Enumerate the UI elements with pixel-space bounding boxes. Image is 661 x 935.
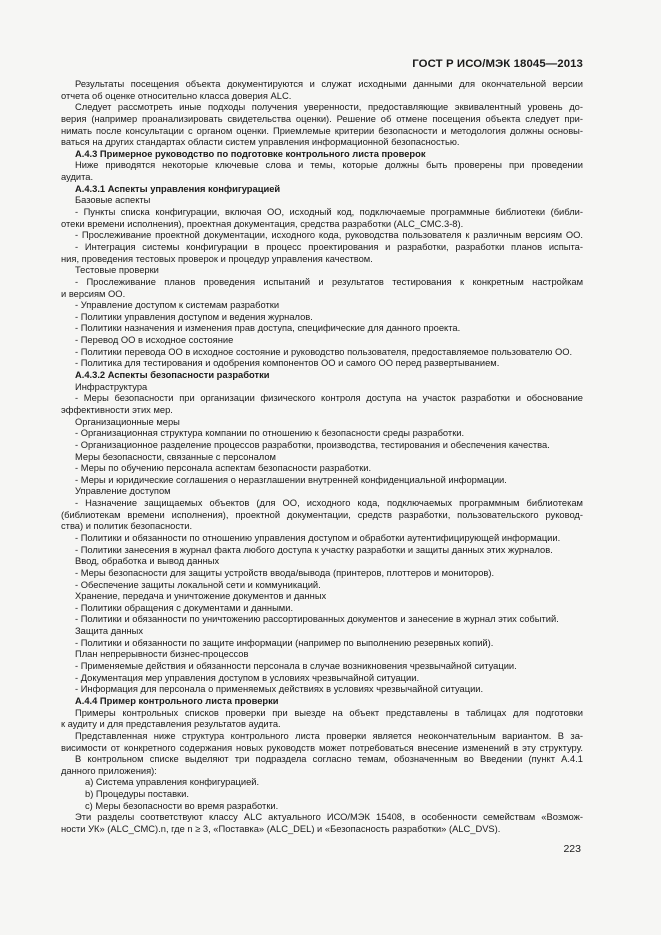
paragraph-line: ности УК» (ALC_CMC).n, где n ≥ 3, «Поставка» (ALC_DEL) и «Безопасность разработки» (ALC_DVS). xyxy=(61,824,501,834)
list-item: - Прослеживание планов проведения испытаний и результатов тестирования к конкретным настройкам xyxy=(75,276,583,287)
list-item: - Меры безопасности для защиты устройств ввода/вывода (принтеров, плоттеров и мониторов). xyxy=(75,567,495,578)
enumerated-item: c) Меры безопасности во время разработки. xyxy=(85,800,279,811)
paragraph-line: ваться на других стандартах области систем управления информационной безопасностью. xyxy=(61,137,460,148)
paragraph-line: В контрольном списке выделяют три подраздела согласно темам, обозначенным во Введении (пункт А.4.1 xyxy=(75,754,583,765)
list-item: - Перевод ОО в исходное состояние xyxy=(75,335,234,346)
section-heading: А.4.3.2 Аспекты безопасности разработки xyxy=(75,370,270,381)
subsection-label: Защита данных xyxy=(75,626,144,637)
subsection-label: Управление доступом xyxy=(75,486,171,497)
list-item: - Информация для персонала о применяемых действиях в условиях чрезвычайной ситуации. xyxy=(75,684,484,695)
list-item: ния, проведения тестовых проверок и процедур управления качеством. xyxy=(61,253,373,264)
subsection-label: Базовые аспекты xyxy=(75,195,151,206)
paragraph-line: Эти разделы соответствуют классу ALC актуального ИСО/МЭК 15408, в особенности семействам «Возмож- xyxy=(75,812,583,823)
list-item: - Организационное разделение процессов разработки, производства, тестирования и обеспечения качества. xyxy=(75,439,550,450)
list-item: отеки времени исполнения), проектная документация, средства разработки (ALC_CMC.3-8). xyxy=(61,218,464,229)
list-item: - Меры и юридические соглашения о неразглашении внутренней конфиденциальной информации. xyxy=(75,474,507,485)
paragraph-line: верия (например проанализировать свидетельства оценки). Решение об отмене посещения объекта следует при- xyxy=(61,113,583,124)
list-item: - Документация мер управления доступом в условиях чрезвычайной ситуации. xyxy=(75,672,420,683)
paragraph-line: Ниже приводятся некоторые ключевые слова и темы, которые должны быть проверены при проведении xyxy=(75,160,583,171)
paragraph-line: аудита. xyxy=(61,172,94,183)
section-heading: А.4.3 Примерное руководство по подготовке контрольного листа проверок xyxy=(75,148,426,159)
paragraph-line: Следует рассмотреть иные подходы получения уверенности, предоставляющие эквивалентный уровень до- xyxy=(75,102,583,113)
paragraph-line: к аудиту и для представления результатов аудита. xyxy=(61,719,281,730)
list-item: (библиотекам времени исполнения), проектной документации, средств разработки, пользовательского руковод- xyxy=(61,509,583,520)
list-item: - Прослеживание проектной документации, исходного кода, руководства пользователя к различным версиям ОО. xyxy=(75,230,583,241)
section-heading: А.4.4 Пример контрольного листа проверки xyxy=(75,695,279,706)
list-item: эффективности этих мер. xyxy=(61,404,173,415)
document-body xyxy=(61,79,583,836)
subsection-label: Тестовые проверки xyxy=(75,265,159,276)
enumerated-item: a) Система управления конфигурацией. xyxy=(85,777,260,788)
list-item: - Применяемые действия и обязанности персонала в случае возникновения чрезвычайной ситуации. xyxy=(75,661,517,672)
list-item: - Политики занесения в журнал факта любого доступа к участку разработки и защиты данных этих журналов. xyxy=(75,544,553,555)
list-item: - Меры безопасности при организации физического контроля доступа на участок разработки и обоснование xyxy=(75,393,583,404)
list-item: - Меры по обучению персонала аспектам безопасности разработки. xyxy=(75,463,372,474)
list-item: - Организационная структура компании по отношению к безопасности среды разработки. xyxy=(75,428,465,439)
page-number: 223 xyxy=(563,843,581,855)
paragraph-line: отчета об оценке относительно класса доверия ALC. xyxy=(61,90,292,101)
subsection-label: План непрерывности бизнес-процессов xyxy=(75,649,249,660)
list-item: - Пункты списка конфигурации, включая ОО, исходный код, подключаемые программные библиотеки (библи- xyxy=(75,207,583,218)
subsection-label: Хранение, передача и уничтожение документов и данных xyxy=(75,591,327,602)
list-item: - Политики и обязанности по отношению управления доступом и обработки аутентифицирующей информации. xyxy=(75,532,561,543)
paragraph-line: Представленная ниже структура контрольного листа проверки является неокончательным вариантом. В за- xyxy=(75,730,583,741)
paragraph-line: висимости от конкретного содержания новых руководств может потребоваться внесение изменений в эту структуру. xyxy=(61,742,583,753)
list-item: - Управление доступом к системам разработки xyxy=(75,300,280,311)
paragraph-line: нимать после консультации с органом оценки. Приемлемые критерии безопасности и методология должны основы- xyxy=(61,125,583,136)
list-item: и версиям ОО. xyxy=(61,288,126,299)
paragraph-line: Результаты посещения объекта документируются и служат исходными данными для окончательной версии xyxy=(75,79,583,89)
subsection-label: Ввод, обработка и вывод данных xyxy=(75,556,220,567)
list-item: - Политика для тестирования и одобрения компонентов ОО и самого ОО перед развертыванием. xyxy=(75,358,500,369)
paragraph-line: данного приложения): xyxy=(61,765,157,776)
list-item: - Политики и обязанности по уничтожению рассортированных документов и занесение в журнал этих событий. xyxy=(75,614,559,625)
section-heading: А.4.3.1 Аспекты управления конфигурацией xyxy=(75,183,281,194)
subsection-label: Меры безопасности, связанные с персоналом xyxy=(75,451,276,462)
subsection-label: Организационные меры xyxy=(75,416,180,427)
list-item: - Политики перевода ОО в исходное состояние и руководство пользователя, предоставляемое пользователю ОО. xyxy=(75,346,573,357)
list-item: - Обеспечение защиты локальной сети и коммуникаций. xyxy=(75,579,321,590)
list-item: - Политики назначения и изменения прав доступа, специфические для данного проекта. xyxy=(75,323,461,334)
paragraph-line: Примеры контрольных списков проверки при выезде на объект представлены в таблицах для подготовки xyxy=(75,707,583,718)
subsection-label: Инфраструктура xyxy=(75,381,148,392)
enumerated-item: b) Процедуры поставки. xyxy=(85,789,189,800)
list-item: - Политики и обязанности по защите информации (например по выполнению резервных копий). xyxy=(75,637,494,648)
list-item: - Назначение защищаемых объектов (для ОО, исходного кода, подключаемых программным библиотекам xyxy=(75,498,583,509)
list-item: - Политики управления доступом и ведения журналов. xyxy=(75,311,313,322)
document-header: ГОСТ Р ИСО/МЭК 18045—2013 xyxy=(412,58,583,70)
list-item: - Политики обращения с документами и данными. xyxy=(75,602,294,613)
list-item: ства) и политик безопасности. xyxy=(61,521,193,532)
list-item: - Интеграция системы конфигурации в процесс проектирования и разработки, разработки планов испыта- xyxy=(75,241,583,252)
